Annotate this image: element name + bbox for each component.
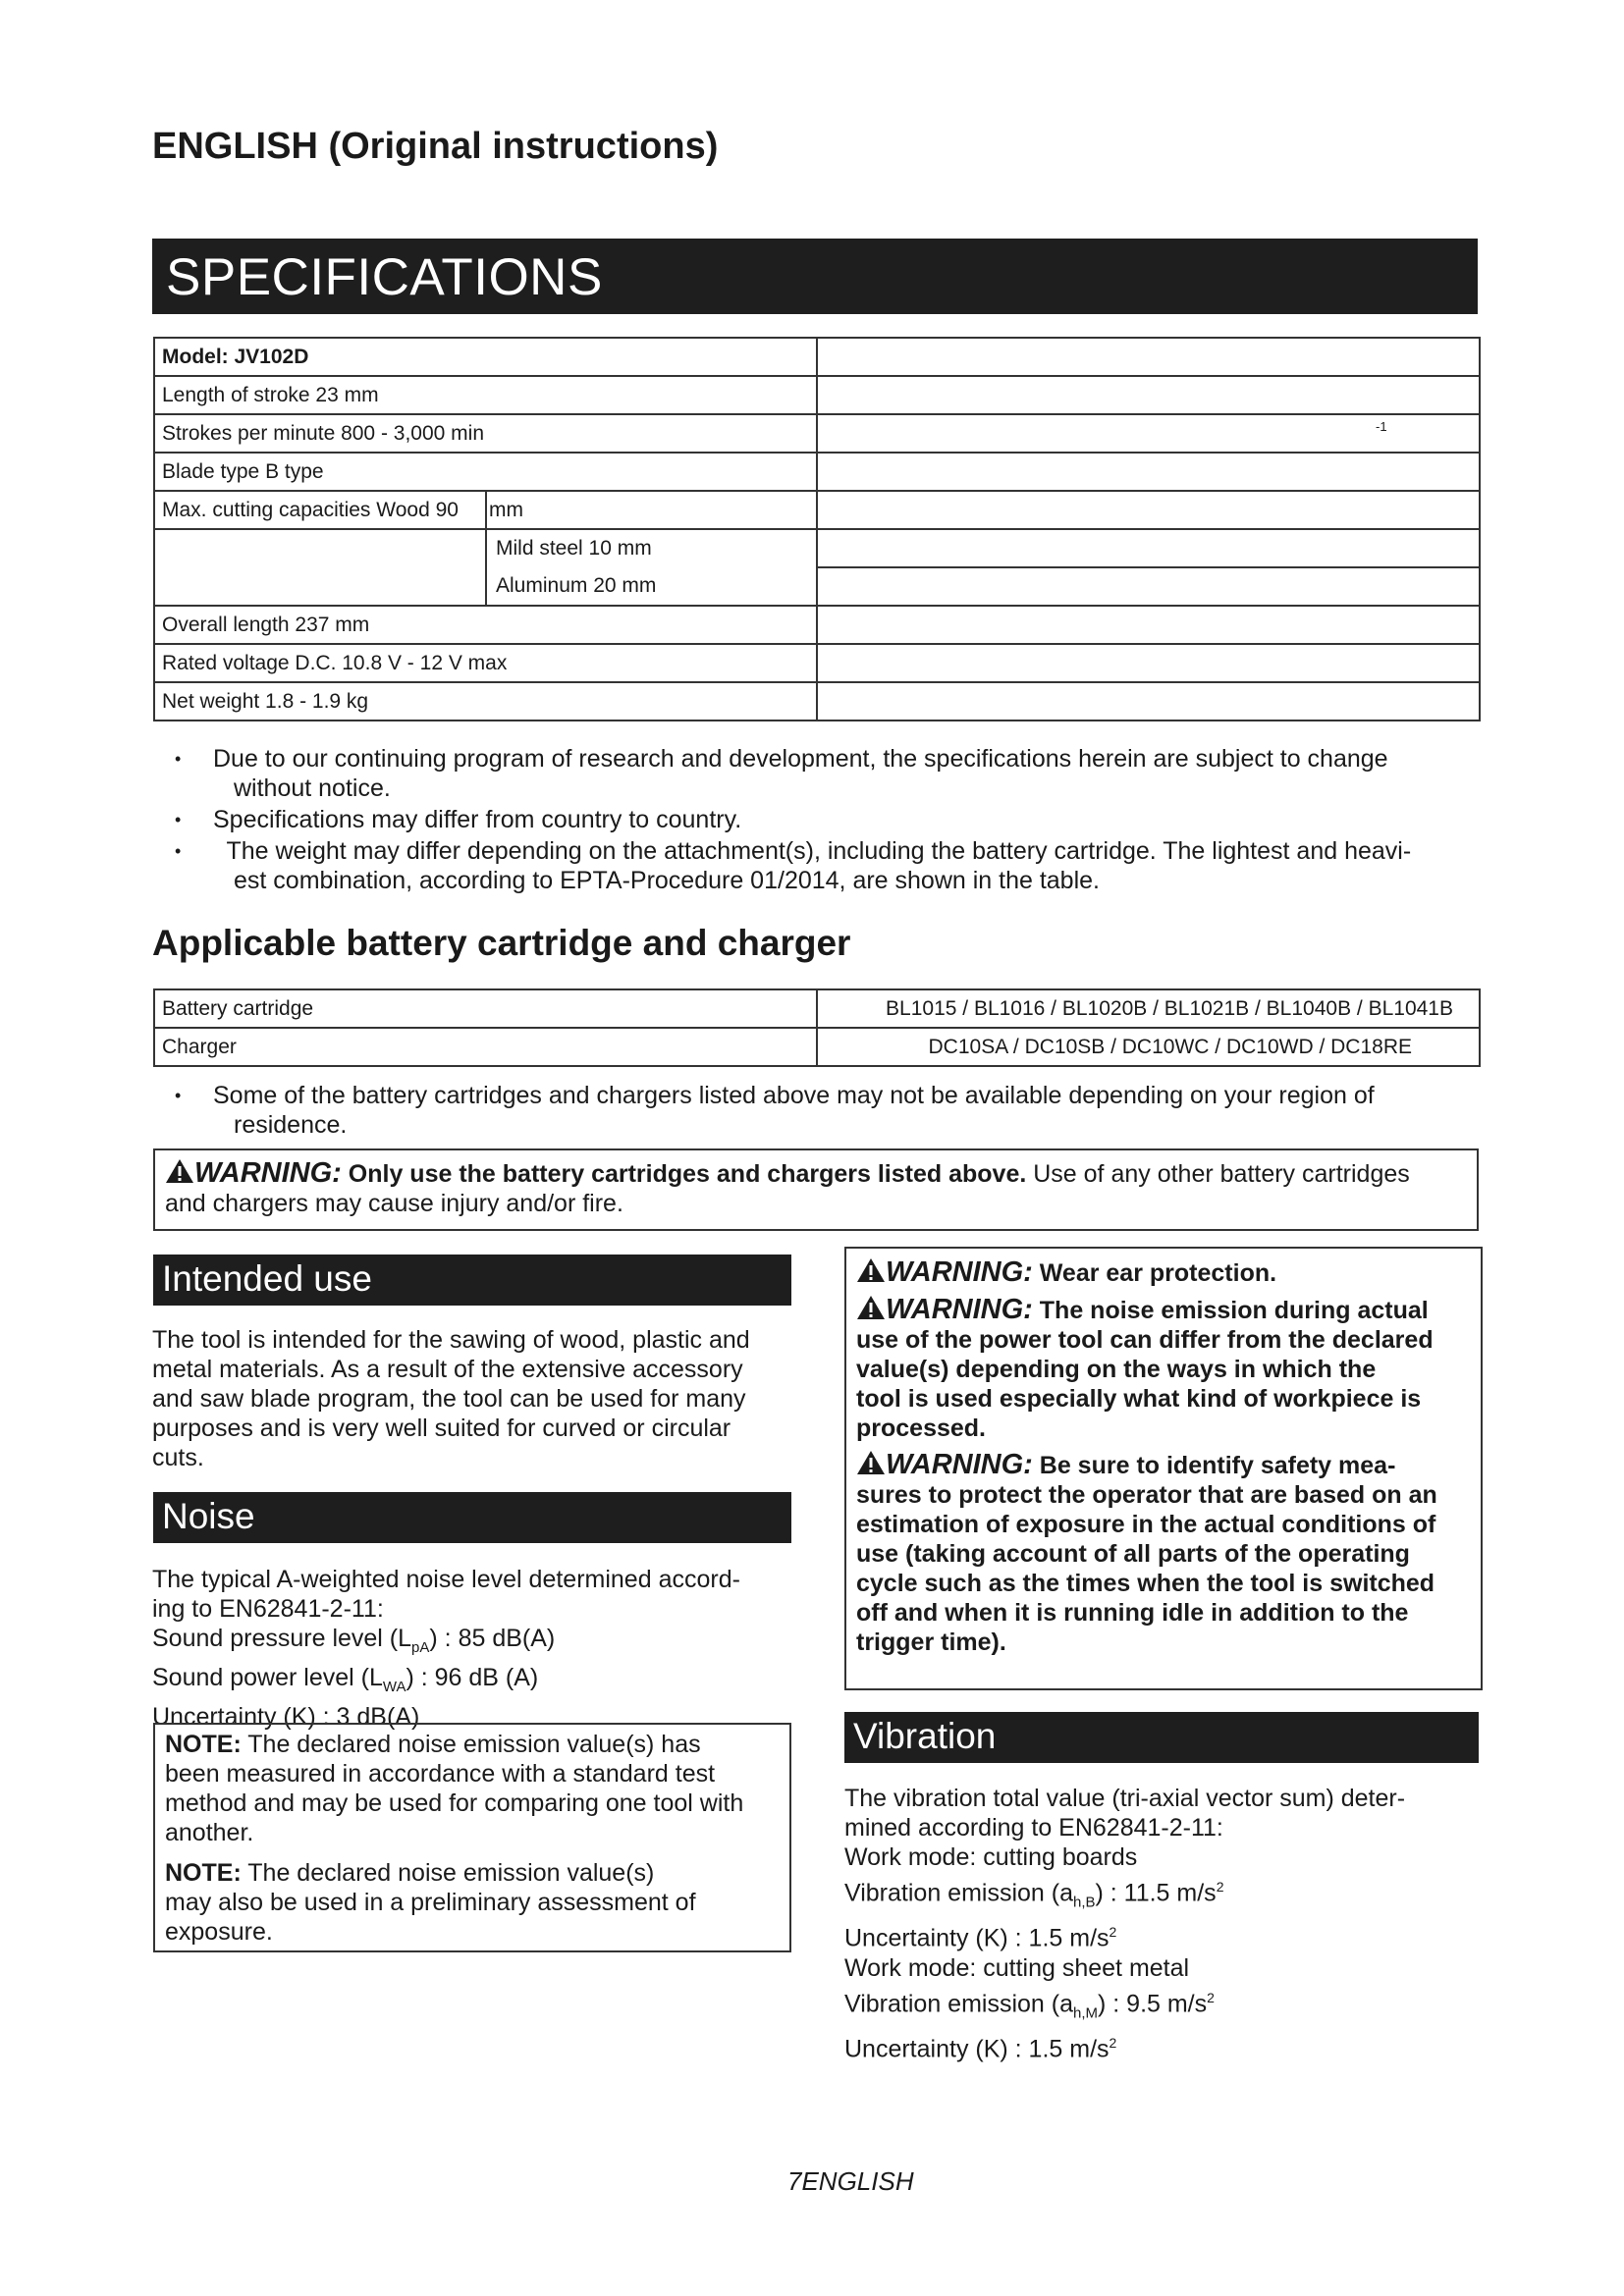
spec-value-cell — [817, 644, 1480, 682]
spec-value-cell — [817, 414, 1480, 453]
text-line: been measured in accordance with a standard test — [165, 1760, 716, 1788]
note-label: NOTE: — [165, 1859, 242, 1887]
subscript: h,M — [1072, 2003, 1098, 2021]
charger-label-cell: Charger — [154, 1028, 817, 1066]
warning-text: Use of any other battery cartridges — [1033, 1160, 1410, 1188]
text-line: The vibration total value (tri-axial vector sum) deter- — [844, 1785, 1406, 1812]
page-footer: 7ENGLISH — [787, 2166, 914, 2196]
uncertainty-line — [844, 1917, 1483, 1952]
charger-value-cell: DC10SA / DC10SB / DC10WC / DC10WD / DC18RE — [817, 1028, 1480, 1066]
superscript: 2 — [1109, 1924, 1117, 1941]
value: ) : 11.5 m/s — [1095, 1879, 1217, 1907]
warning-text: Be sure to identify safety mea- — [1039, 1452, 1396, 1479]
table-row — [154, 644, 1480, 682]
warning-triangle-icon — [856, 1295, 886, 1320]
text-line: and saw blade program, the tool can be used for many — [152, 1385, 746, 1413]
text-line: another. — [165, 1819, 254, 1846]
intended-use-text — [152, 1325, 790, 1472]
warning-text-line2: and chargers may cause injury and/or fire. — [165, 1190, 623, 1217]
table-row — [154, 491, 1480, 529]
table-row — [154, 529, 1480, 567]
table-row — [154, 989, 1480, 1028]
note-label: NOTE: — [165, 1731, 242, 1758]
noise-title: Noise — [162, 1496, 255, 1536]
text-line: processed. — [856, 1415, 987, 1442]
noise-notes-box — [153, 1723, 791, 1952]
text-line: Uncertainty (K) : 3 dB(A) — [152, 1703, 420, 1731]
value: ) : 96 dB (A) — [406, 1664, 539, 1691]
note-paragraph — [165, 1858, 784, 1947]
text-line: value(s) depending on the ways in which the — [856, 1356, 1377, 1383]
spec-cell: Strokes per minute 800 - 3,000 min — [154, 414, 817, 453]
spec-cell — [154, 567, 817, 606]
language-header: ENGLISH (Original instructions) — [152, 126, 719, 167]
sound-pressure-line — [152, 1624, 790, 1663]
label: Vibration emission (a — [844, 1879, 1073, 1907]
text-line: may also be used in a preliminary assessment of — [165, 1889, 696, 1916]
warning-text: The noise emission during actual — [1039, 1297, 1429, 1324]
text-line: tool is used especially what kind of workpiece is — [856, 1385, 1422, 1413]
subscript: pA — [411, 1639, 430, 1656]
spec-cell: Blade type B type — [154, 453, 817, 491]
warning-text: Wear ear protection. — [1039, 1259, 1277, 1287]
table-row — [154, 414, 1480, 453]
specifications-table — [153, 337, 1481, 721]
text-line: Work mode: cutting boards — [844, 1843, 1138, 1871]
subscript: h,B — [1072, 1894, 1096, 1911]
spec-cell: Overall length 237 mm — [154, 606, 817, 644]
intended-use-bar — [153, 1255, 791, 1306]
table-row — [154, 338, 1480, 376]
text-line: The typical A-weighted noise level determined accord- — [152, 1566, 740, 1593]
noise-warnings-box — [844, 1247, 1483, 1690]
text-line: mined according to EN62841-2-11: — [844, 1814, 1223, 1842]
superscript-mark: -1 — [1376, 419, 1387, 434]
battery-warning-box — [153, 1148, 1479, 1231]
spec-cell: Net weight 1.8 - 1.9 kg — [154, 682, 817, 721]
text-line: use of the power tool can differ from the declared — [856, 1326, 1434, 1354]
noise-bar — [153, 1492, 791, 1543]
label: Vibration emission (a — [844, 1989, 1073, 2017]
value: ) : 9.5 m/s — [1098, 1989, 1208, 2017]
spec-value-cell — [817, 567, 1480, 606]
text-line: estimation of exposure in the actual conditions of — [856, 1511, 1436, 1538]
value: Uncertainty (K) : 1.5 m/s — [844, 2035, 1110, 2063]
value: ) : 85 dB(A) — [429, 1625, 556, 1652]
spec-value-cell — [817, 529, 1480, 567]
text-line: cuts. — [152, 1444, 204, 1471]
text-line: cycle such as the times when the tool is switched — [856, 1570, 1435, 1597]
spec-value-cell — [817, 376, 1480, 414]
subscript: WA — [382, 1679, 406, 1695]
list-item — [175, 744, 1471, 803]
note-text-cont: est combination, according to EPTA-Procedure 01/2014, are shown in the table. — [234, 867, 1100, 894]
specifications-title: SPECIFICATIONS — [166, 248, 603, 306]
note-text-cont: without notice. — [234, 774, 391, 802]
warning-tag: WARNING: — [886, 1256, 1033, 1288]
battery-heading: Applicable battery cartridge and charger — [152, 923, 851, 963]
warning-item — [856, 1295, 1475, 1443]
specification-notes — [175, 744, 1471, 895]
warning-tag: WARNING: — [194, 1157, 342, 1189]
text-line: Work mode: cutting sheet metal — [844, 1953, 1190, 1982]
text-line: sures to protect the operator that are based on an — [856, 1481, 1437, 1509]
value: Uncertainty (K) : 1.5 m/s — [844, 1924, 1110, 1952]
vibration-emission-line — [844, 1872, 1483, 1917]
warning-bold-text: Only use the battery cartridges and chargers listed above. — [348, 1160, 1027, 1188]
warning-tag: WARNING: — [886, 1449, 1033, 1480]
spec-sub-cell: mm — [485, 492, 523, 528]
sound-power-line — [152, 1663, 790, 1702]
text-line: The declared noise emission value(s) has — [241, 1731, 701, 1758]
specifications-title-bar — [152, 239, 1478, 314]
vibration-emission-line — [844, 1983, 1483, 2028]
spec-cell — [154, 529, 817, 567]
warning-triangle-icon — [856, 1450, 886, 1475]
text-line: ing to EN62841-2-11: — [152, 1595, 384, 1623]
vibration-text — [844, 1784, 1483, 2063]
spec-cell — [154, 491, 817, 529]
text-line: method and may be used for comparing one tool with — [165, 1789, 744, 1817]
note-text: • The weight may differ depending on the attachment(s), including the battery cartridge. The lightest and heavi- — [213, 837, 1412, 865]
spec-cell: Model: JV102D — [154, 338, 817, 376]
table-row — [154, 567, 1480, 606]
note-paragraph — [165, 1730, 784, 1847]
superscript: 2 — [1207, 1989, 1215, 2005]
uncertainty-line — [844, 2028, 1483, 2063]
warning-item — [856, 1450, 1475, 1657]
battery-value-cell: BL1015 / BL1016 / BL1020B / BL1021B / BL1040B / BL1041B — [817, 989, 1480, 1028]
spec-sub-cell: Mild steel 10 mm — [485, 529, 817, 567]
spec-value-cell — [817, 453, 1480, 491]
note-text: • Specifications may differ from country to country. — [213, 806, 742, 833]
list-item — [175, 1081, 1471, 1140]
warning-triangle-icon — [165, 1158, 194, 1184]
note-text-cont: residence. — [234, 1111, 348, 1139]
list-item — [175, 836, 1471, 895]
table-row — [154, 453, 1480, 491]
note-text: • Some of the battery cartridges and chargers listed above may not be available depending on your region of — [213, 1082, 1375, 1109]
vibration-bar — [844, 1712, 1479, 1763]
text-line: use (taking account of all parts of the operating — [856, 1540, 1410, 1568]
spec-value-cell — [817, 338, 1480, 376]
label: Sound pressure level (L — [152, 1625, 412, 1652]
spec-cell: Rated voltage D.C. 10.8 V - 12 V max — [154, 644, 817, 682]
table-row — [154, 682, 1480, 721]
battery-label-cell: Battery cartridge — [154, 989, 817, 1028]
superscript: 2 — [1109, 2034, 1117, 2051]
spec-cell: Length of stroke 23 mm — [154, 376, 817, 414]
spec-value-cell — [817, 682, 1480, 721]
vibration-title: Vibration — [853, 1716, 997, 1756]
text-line: The tool is intended for the sawing of wood, plastic and — [152, 1326, 750, 1354]
text-line: purposes and is very well suited for curved or circular — [152, 1415, 731, 1442]
warning-triangle-icon — [856, 1257, 886, 1283]
note-text: • Due to our continuing program of research and development, the specifications herein are subject to change — [213, 745, 1388, 773]
superscript: 2 — [1216, 1879, 1224, 1895]
battery-table — [153, 988, 1481, 1067]
label: Sound power level (L — [152, 1664, 383, 1691]
intended-use-title: Intended use — [162, 1258, 372, 1299]
text-line: metal materials. As a result of the extensive accessory — [152, 1356, 743, 1383]
list-item — [175, 805, 1471, 834]
text-line: off and when it is running idle in addition to the — [856, 1599, 1409, 1627]
warning-tag: WARNING: — [886, 1294, 1033, 1325]
spec-sub-cell: Aluminum 20 mm — [485, 567, 817, 605]
text-line: The declared noise emission value(s) — [241, 1859, 655, 1887]
table-row — [154, 1028, 1480, 1066]
warning-item — [856, 1257, 1475, 1288]
table-row — [154, 376, 1480, 414]
text-line: trigger time). — [856, 1629, 1006, 1656]
spec-value-cell — [817, 491, 1480, 529]
battery-notes — [175, 1081, 1471, 1140]
table-row — [154, 606, 1480, 644]
noise-text — [152, 1565, 790, 1732]
text-line: exposure. — [165, 1918, 273, 1946]
spec-label: Max. cutting capacities Wood 90 — [162, 498, 459, 521]
spec-value-cell — [817, 606, 1480, 644]
